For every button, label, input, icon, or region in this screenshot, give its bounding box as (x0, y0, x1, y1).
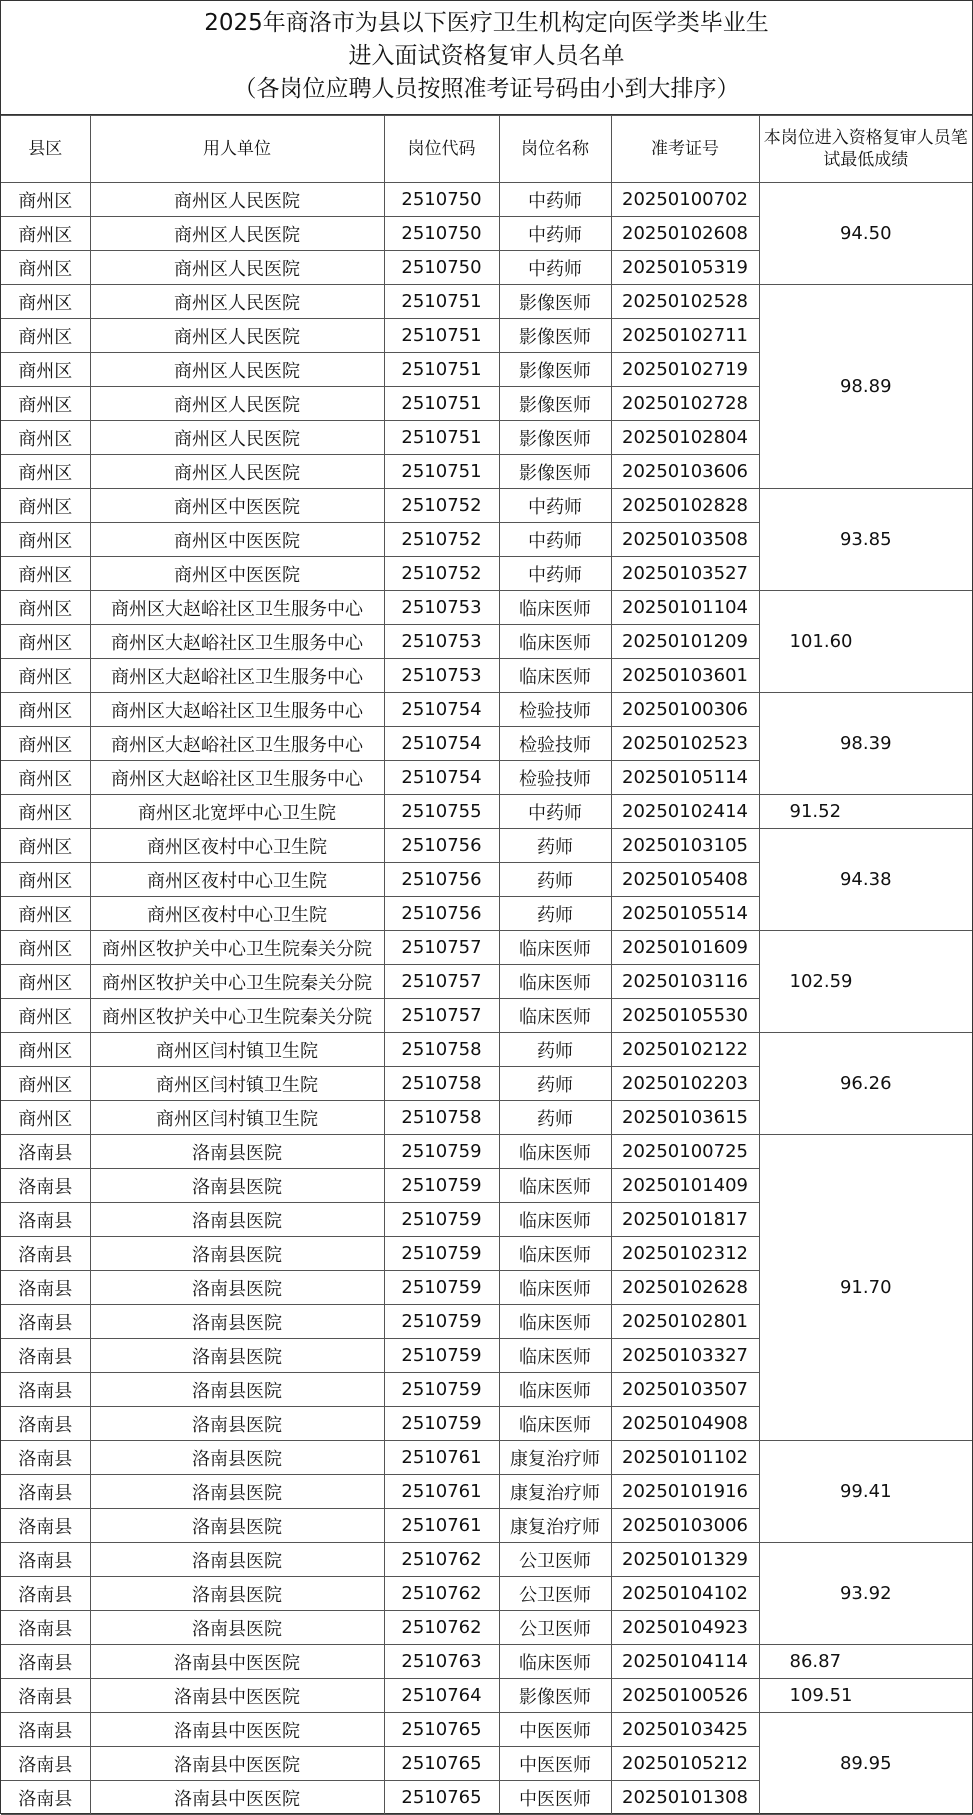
cell-exam-id: 20250102804 (611, 421, 759, 455)
cell-county: 洛南县 (1, 1373, 90, 1407)
cell-unit: 洛南县中医医院 (90, 1645, 384, 1679)
cell-position-code: 2510753 (384, 591, 499, 625)
cell-unit: 洛南县医院 (90, 1373, 384, 1407)
cell-position-name: 中药师 (499, 795, 611, 829)
cell-county: 洛南县 (1, 1577, 90, 1611)
cell-county: 商州区 (1, 1067, 90, 1101)
cell-exam-id: 20250103507 (611, 1373, 759, 1407)
header-county: 县区 (1, 116, 90, 183)
cell-exam-id: 20250102312 (611, 1237, 759, 1271)
cell-position-code: 2510752 (384, 523, 499, 557)
cell-unit: 洛南县医院 (90, 1509, 384, 1543)
cell-position-code: 2510759 (384, 1237, 499, 1271)
cell-unit: 洛南县医院 (90, 1339, 384, 1373)
cell-position-code: 2510754 (384, 727, 499, 761)
table-body (1, 183, 972, 1815)
cell-exam-id: 20250102122 (611, 1033, 759, 1067)
cell-county: 洛南县 (1, 1407, 90, 1441)
table-row (1, 1645, 972, 1679)
cell-exam-id: 20250101916 (611, 1475, 759, 1509)
cell-unit: 商州区夜村中心卫生院 (90, 829, 384, 863)
cell-county: 洛南县 (1, 1305, 90, 1339)
cell-county: 商州区 (1, 523, 90, 557)
cell-position-name: 影像医师 (499, 421, 611, 455)
cell-position-name: 临床医师 (499, 1407, 611, 1441)
cell-unit: 洛南县医院 (90, 1203, 384, 1237)
cell-position-name: 中医医师 (499, 1747, 611, 1781)
cell-position-code: 2510761 (384, 1441, 499, 1475)
cell-position-code: 2510756 (384, 863, 499, 897)
cell-position-name: 影像医师 (499, 353, 611, 387)
cell-position-name: 临床医师 (499, 1237, 611, 1271)
cell-unit: 洛南县医院 (90, 1169, 384, 1203)
cell-county: 洛南县 (1, 1781, 90, 1815)
cell-unit: 商州区人民医院 (90, 251, 384, 285)
cell-county: 洛南县 (1, 1679, 90, 1713)
cell-position-code: 2510754 (384, 693, 499, 727)
cell-unit: 商州区牧护关中心卫生院秦关分院 (90, 965, 384, 999)
table-row (1, 1679, 972, 1713)
cell-unit: 商州区闫村镇卫生院 (90, 1033, 384, 1067)
cell-county: 商州区 (1, 795, 90, 829)
cell-exam-id: 20250103527 (611, 557, 759, 591)
cell-county: 洛南县 (1, 1645, 90, 1679)
cell-position-name: 临床医师 (499, 1645, 611, 1679)
cell-position-code: 2510761 (384, 1475, 499, 1509)
table-row (1, 693, 972, 727)
cell-position-name: 公卫医师 (499, 1543, 611, 1577)
cell-position-name: 影像医师 (499, 319, 611, 353)
document-title (1, 1, 972, 115)
cell-exam-id: 20250100526 (611, 1679, 759, 1713)
cell-position-code: 2510751 (384, 455, 499, 489)
cell-position-name: 药师 (499, 1033, 611, 1067)
cell-position-code: 2510758 (384, 1067, 499, 1101)
table-row (1, 1135, 972, 1169)
cell-exam-id: 20250104102 (611, 1577, 759, 1611)
cell-position-code: 2510759 (384, 1305, 499, 1339)
cell-position-code: 2510759 (384, 1373, 499, 1407)
cell-unit: 商州区人民医院 (90, 217, 384, 251)
cell-exam-id: 20250103116 (611, 965, 759, 999)
cell-county: 商州区 (1, 829, 90, 863)
cell-min-score: 109.51 (759, 1679, 972, 1713)
cell-county: 洛南县 (1, 1543, 90, 1577)
cell-unit: 洛南县医院 (90, 1407, 384, 1441)
cell-position-name: 临床医师 (499, 659, 611, 693)
cell-exam-id: 20250101102 (611, 1441, 759, 1475)
cell-position-code: 2510755 (384, 795, 499, 829)
title-line-3: （各岗位应聘人员按照准考证号码由小到大排序） (233, 76, 740, 102)
cell-unit: 商州区人民医院 (90, 183, 384, 217)
cell-county: 商州区 (1, 183, 90, 217)
cell-unit: 商州区中医医院 (90, 523, 384, 557)
cell-position-name: 检验技师 (499, 761, 611, 795)
cell-position-name: 中药师 (499, 183, 611, 217)
cell-exam-id: 20250100306 (611, 693, 759, 727)
title-line-1: 2025年商洛市为县以下医疗卫生机构定向医学类毕业生 (204, 10, 769, 36)
cell-position-code: 2510759 (384, 1135, 499, 1169)
cell-position-code: 2510758 (384, 1033, 499, 1067)
cell-unit: 洛南县医院 (90, 1543, 384, 1577)
cell-county: 商州区 (1, 625, 90, 659)
cell-position-name: 公卫医师 (499, 1611, 611, 1645)
cell-exam-id: 20250105319 (611, 251, 759, 285)
table-row (1, 1713, 972, 1747)
cell-unit: 洛南县中医医院 (90, 1781, 384, 1815)
cell-exam-id: 20250102528 (611, 285, 759, 319)
cell-county: 商州区 (1, 489, 90, 523)
cell-unit: 商州区人民医院 (90, 455, 384, 489)
cell-county: 洛南县 (1, 1475, 90, 1509)
cell-position-code: 2510761 (384, 1509, 499, 1543)
cell-position-code: 2510751 (384, 421, 499, 455)
cell-unit: 洛南县医院 (90, 1577, 384, 1611)
cell-exam-id: 20250102523 (611, 727, 759, 761)
cell-exam-id: 20250101209 (611, 625, 759, 659)
cell-county: 商州区 (1, 863, 90, 897)
cell-position-code: 2510750 (384, 217, 499, 251)
cell-min-score: 86.87 (759, 1645, 972, 1679)
cell-exam-id: 20250101329 (611, 1543, 759, 1577)
cell-unit: 商州区大赵峪社区卫生服务中心 (90, 761, 384, 795)
cell-unit: 商州区牧护关中心卫生院秦关分院 (90, 999, 384, 1033)
cell-county: 洛南县 (1, 1135, 90, 1169)
table-row (1, 829, 972, 863)
cell-position-name: 临床医师 (499, 931, 611, 965)
cell-position-name: 临床医师 (499, 1135, 611, 1169)
cell-exam-id: 20250103327 (611, 1339, 759, 1373)
cell-exam-id: 20250103425 (611, 1713, 759, 1747)
cell-position-name: 药师 (499, 829, 611, 863)
cell-unit: 商州区北宽坪中心卫生院 (90, 795, 384, 829)
cell-unit: 洛南县医院 (90, 1441, 384, 1475)
header-position-name: 岗位名称 (499, 116, 611, 183)
cell-county: 商州区 (1, 217, 90, 251)
cell-min-score: 89.95 (759, 1713, 972, 1815)
cell-county: 商州区 (1, 897, 90, 931)
cell-exam-id: 20250104114 (611, 1645, 759, 1679)
cell-position-name: 影像医师 (499, 285, 611, 319)
cell-position-name: 检验技师 (499, 693, 611, 727)
cell-position-name: 临床医师 (499, 1305, 611, 1339)
cell-county: 商州区 (1, 693, 90, 727)
cell-unit: 商州区夜村中心卫生院 (90, 897, 384, 931)
cell-position-name: 药师 (499, 1067, 611, 1101)
cell-position-name: 临床医师 (499, 1373, 611, 1407)
table-row (1, 1033, 972, 1067)
cell-position-name: 中医医师 (499, 1781, 611, 1815)
cell-position-code: 2510751 (384, 285, 499, 319)
cell-exam-id: 20250103615 (611, 1101, 759, 1135)
cell-unit: 商州区闫村镇卫生院 (90, 1067, 384, 1101)
cell-unit: 商州区牧护关中心卫生院秦关分院 (90, 931, 384, 965)
cell-exam-id: 20250103601 (611, 659, 759, 693)
cell-position-code: 2510757 (384, 999, 499, 1033)
cell-unit: 洛南县医院 (90, 1475, 384, 1509)
cell-position-code: 2510765 (384, 1713, 499, 1747)
cell-exam-id: 20250102608 (611, 217, 759, 251)
cell-exam-id: 20250102203 (611, 1067, 759, 1101)
cell-exam-id: 20250101609 (611, 931, 759, 965)
cell-unit: 商州区夜村中心卫生院 (90, 863, 384, 897)
table-row (1, 285, 972, 319)
cell-exam-id: 20250104908 (611, 1407, 759, 1441)
cell-position-name: 药师 (499, 1101, 611, 1135)
cell-position-code: 2510756 (384, 829, 499, 863)
cell-position-code: 2510764 (384, 1679, 499, 1713)
cell-min-score: 101.60 (759, 591, 972, 693)
cell-position-code: 2510763 (384, 1645, 499, 1679)
cell-min-score: 96.26 (759, 1033, 972, 1135)
cell-county: 洛南县 (1, 1271, 90, 1305)
cell-position-code: 2510752 (384, 557, 499, 591)
cell-position-name: 临床医师 (499, 965, 611, 999)
cell-position-name: 中药师 (499, 251, 611, 285)
header-exam-id: 准考证号 (611, 116, 759, 183)
cell-unit: 洛南县中医医院 (90, 1747, 384, 1781)
candidate-table (1, 115, 972, 1815)
cell-exam-id: 20250102828 (611, 489, 759, 523)
cell-min-score: 98.39 (759, 693, 972, 795)
cell-exam-id: 20250100725 (611, 1135, 759, 1169)
cell-exam-id: 20250105408 (611, 863, 759, 897)
table-row (1, 1441, 972, 1475)
cell-min-score: 98.89 (759, 285, 972, 489)
cell-position-name: 临床医师 (499, 625, 611, 659)
cell-county: 商州区 (1, 251, 90, 285)
cell-position-code: 2510750 (384, 251, 499, 285)
cell-unit: 商州区人民医院 (90, 353, 384, 387)
cell-min-score: 91.52 (759, 795, 972, 829)
cell-position-name: 临床医师 (499, 1203, 611, 1237)
cell-position-code: 2510765 (384, 1747, 499, 1781)
cell-county: 洛南县 (1, 1509, 90, 1543)
cell-county: 商州区 (1, 999, 90, 1033)
cell-county: 商州区 (1, 285, 90, 319)
cell-position-name: 康复治疗师 (499, 1509, 611, 1543)
cell-exam-id: 20250101104 (611, 591, 759, 625)
cell-exam-id: 20250102719 (611, 353, 759, 387)
cell-position-name: 中药师 (499, 523, 611, 557)
cell-position-name: 中药师 (499, 217, 611, 251)
cell-unit: 商州区人民医院 (90, 319, 384, 353)
cell-position-code: 2510753 (384, 659, 499, 693)
cell-position-code: 2510750 (384, 183, 499, 217)
cell-min-score: 93.92 (759, 1543, 972, 1645)
cell-position-name: 药师 (499, 897, 611, 931)
cell-county: 商州区 (1, 659, 90, 693)
cell-exam-id: 20250104923 (611, 1611, 759, 1645)
cell-county: 洛南县 (1, 1339, 90, 1373)
cell-county: 商州区 (1, 931, 90, 965)
cell-unit: 商州区人民医院 (90, 387, 384, 421)
cell-position-code: 2510754 (384, 761, 499, 795)
cell-position-code: 2510752 (384, 489, 499, 523)
cell-exam-id: 20250102801 (611, 1305, 759, 1339)
cell-position-code: 2510757 (384, 965, 499, 999)
table-row (1, 183, 972, 217)
cell-exam-id: 20250102628 (611, 1271, 759, 1305)
cell-unit: 洛南县医院 (90, 1237, 384, 1271)
cell-exam-id: 20250103006 (611, 1509, 759, 1543)
cell-county: 商州区 (1, 387, 90, 421)
cell-unit: 商州区大赵峪社区卫生服务中心 (90, 727, 384, 761)
cell-unit: 商州区大赵峪社区卫生服务中心 (90, 693, 384, 727)
cell-exam-id: 20250103508 (611, 523, 759, 557)
cell-county: 洛南县 (1, 1203, 90, 1237)
cell-county: 商州区 (1, 455, 90, 489)
table-row (1, 591, 972, 625)
cell-position-code: 2510759 (384, 1203, 499, 1237)
cell-position-code: 2510759 (384, 1271, 499, 1305)
cell-min-score: 94.50 (759, 183, 972, 285)
cell-county: 商州区 (1, 727, 90, 761)
cell-county: 洛南县 (1, 1747, 90, 1781)
cell-position-code: 2510759 (384, 1339, 499, 1373)
cell-exam-id: 20250102728 (611, 387, 759, 421)
table-row (1, 1543, 972, 1577)
cell-unit: 商州区闫村镇卫生院 (90, 1101, 384, 1135)
cell-position-name: 康复治疗师 (499, 1441, 611, 1475)
cell-exam-id: 20250102711 (611, 319, 759, 353)
cell-position-code: 2510762 (384, 1543, 499, 1577)
cell-exam-id: 20250105114 (611, 761, 759, 795)
cell-unit: 洛南县中医医院 (90, 1679, 384, 1713)
cell-position-code: 2510758 (384, 1101, 499, 1135)
cell-unit: 洛南县医院 (90, 1611, 384, 1645)
cell-position-name: 公卫医师 (499, 1577, 611, 1611)
cell-position-name: 临床医师 (499, 1169, 611, 1203)
cell-position-code: 2510765 (384, 1781, 499, 1815)
cell-exam-id: 20250101817 (611, 1203, 759, 1237)
cell-position-code: 2510757 (384, 931, 499, 965)
cell-position-name: 影像医师 (499, 387, 611, 421)
cell-county: 商州区 (1, 591, 90, 625)
cell-position-name: 临床医师 (499, 1271, 611, 1305)
cell-position-name: 检验技师 (499, 727, 611, 761)
cell-county: 洛南县 (1, 1237, 90, 1271)
table-row (1, 489, 972, 523)
cell-position-code: 2510762 (384, 1577, 499, 1611)
table-header-row (1, 116, 972, 183)
cell-unit: 商州区大赵峪社区卫生服务中心 (90, 625, 384, 659)
cell-position-name: 影像医师 (499, 455, 611, 489)
cell-unit: 商州区中医医院 (90, 489, 384, 523)
cell-position-name: 临床医师 (499, 1339, 611, 1373)
cell-position-code: 2510759 (384, 1169, 499, 1203)
cell-position-code: 2510751 (384, 353, 499, 387)
cell-county: 商州区 (1, 1101, 90, 1135)
cell-county: 商州区 (1, 1033, 90, 1067)
cell-exam-id: 20250102414 (611, 795, 759, 829)
cell-position-name: 临床医师 (499, 999, 611, 1033)
cell-unit: 商州区中医医院 (90, 557, 384, 591)
cell-unit: 洛南县医院 (90, 1271, 384, 1305)
cell-min-score: 91.70 (759, 1135, 972, 1441)
cell-unit: 商州区大赵峪社区卫生服务中心 (90, 659, 384, 693)
header-unit: 用人单位 (90, 116, 384, 183)
cell-exam-id: 20250105212 (611, 1747, 759, 1781)
cell-position-code: 2510751 (384, 319, 499, 353)
cell-position-name: 临床医师 (499, 591, 611, 625)
cell-position-name: 中药师 (499, 489, 611, 523)
cell-min-score: 93.85 (759, 489, 972, 591)
cell-position-code: 2510751 (384, 387, 499, 421)
cell-unit: 洛南县医院 (90, 1305, 384, 1339)
header-position-code: 岗位代码 (384, 116, 499, 183)
cell-exam-id: 20250103105 (611, 829, 759, 863)
cell-exam-id: 20250105514 (611, 897, 759, 931)
header-min-score: 本岗位进入资格复审人员笔试最低成绩 (759, 116, 972, 183)
cell-county: 洛南县 (1, 1169, 90, 1203)
cell-unit: 商州区人民医院 (90, 285, 384, 319)
cell-unit: 洛南县医院 (90, 1135, 384, 1169)
table-row (1, 795, 972, 829)
cell-position-code: 2510762 (384, 1611, 499, 1645)
cell-unit: 商州区人民医院 (90, 421, 384, 455)
cell-position-name: 影像医师 (499, 1679, 611, 1713)
cell-exam-id: 20250103606 (611, 455, 759, 489)
cell-exam-id: 20250100702 (611, 183, 759, 217)
cell-county: 洛南县 (1, 1611, 90, 1645)
cell-exam-id: 20250101308 (611, 1781, 759, 1815)
cell-county: 洛南县 (1, 1441, 90, 1475)
cell-county: 商州区 (1, 421, 90, 455)
cell-unit: 洛南县中医医院 (90, 1713, 384, 1747)
cell-county: 洛南县 (1, 1713, 90, 1747)
cell-county: 商州区 (1, 353, 90, 387)
cell-position-code: 2510759 (384, 1407, 499, 1441)
cell-county: 商州区 (1, 319, 90, 353)
table-row (1, 931, 972, 965)
cell-min-score: 102.59 (759, 931, 972, 1033)
cell-position-name: 药师 (499, 863, 611, 897)
cell-position-name: 中医医师 (499, 1713, 611, 1747)
cell-county: 商州区 (1, 761, 90, 795)
cell-county: 商州区 (1, 557, 90, 591)
cell-unit: 商州区大赵峪社区卫生服务中心 (90, 591, 384, 625)
cell-exam-id: 20250101409 (611, 1169, 759, 1203)
cell-county: 商州区 (1, 965, 90, 999)
cell-min-score: 99.41 (759, 1441, 972, 1543)
cell-position-code: 2510756 (384, 897, 499, 931)
cell-position-name: 中药师 (499, 557, 611, 591)
title-line-2: 进入面试资格复审人员名单 (348, 43, 625, 69)
cell-min-score: 94.38 (759, 829, 972, 931)
cell-position-name: 康复治疗师 (499, 1475, 611, 1509)
cell-position-code: 2510753 (384, 625, 499, 659)
cell-exam-id: 20250105530 (611, 999, 759, 1033)
